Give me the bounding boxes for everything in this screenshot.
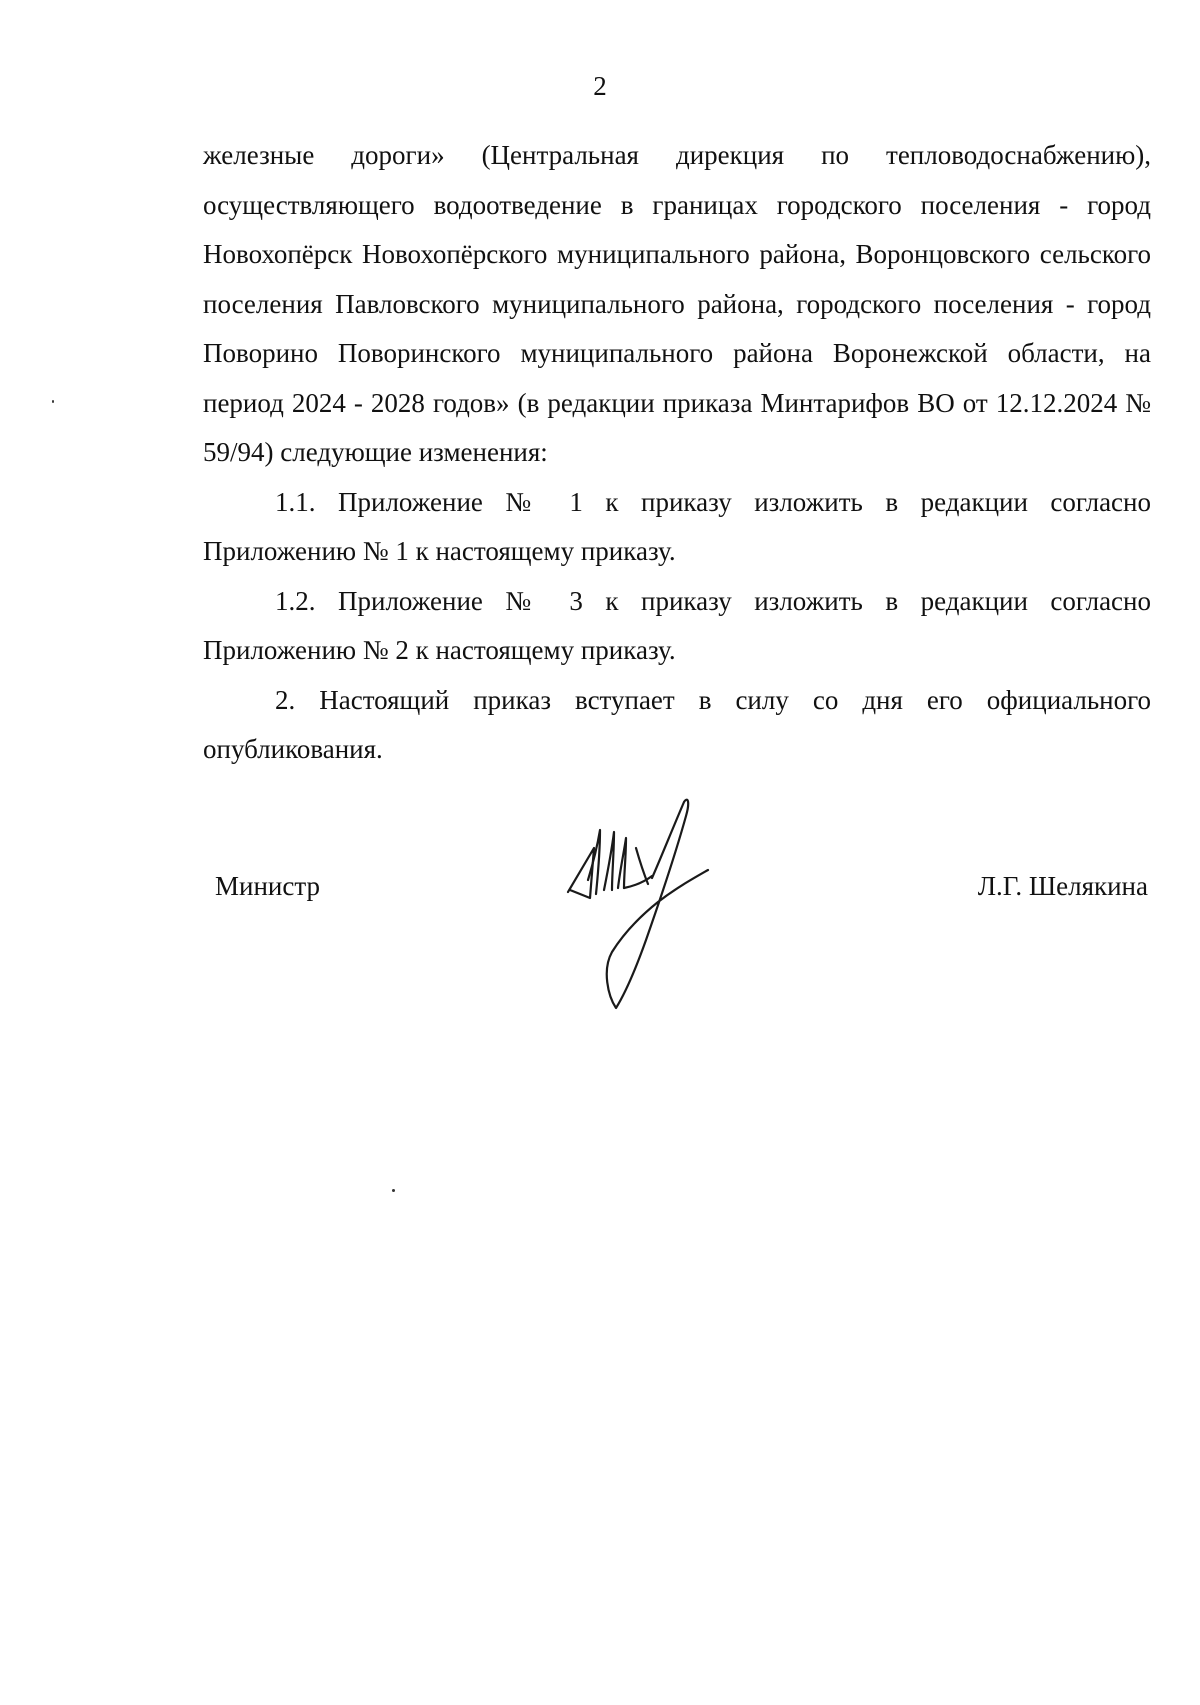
signer-name: Л.Г. Шелякина: [977, 871, 1148, 901]
handwritten-signature: [560, 790, 740, 1010]
document-body: [203, 131, 1151, 775]
page-number: 2: [593, 71, 607, 101]
scan-speck: [392, 1189, 395, 1192]
paragraph-changes-intro: железные дороги» (Центральная дирекция по тепловодоснабжению), осуществляющего водоотведение в границах городского поселения - город Новохопёрск Новохопёрского муниципального района, Воронцовского сельского поселения Павловского муниципального района, городского поселения - город Поворино Поворинского муниципального района Воронежской области, на период 2024 - 2028 годов» (в редакции приказа Минтарифов ВО от 12.12.2024 № 59/94) следующие изменения:: [203, 140, 1151, 467]
scan-speck: [52, 400, 54, 403]
paragraph-item-1-2: 1.2. Приложение № 3 к приказу изложить в редакции согласно Приложению № 2 к настоящему приказу.: [203, 585, 1151, 665]
paragraph-item-2: 2. Настоящий приказ вступает в силу со дня его официального опубликования.: [203, 684, 1151, 764]
signature-block: [0, 780, 1200, 1020]
signer-position: Министр: [215, 871, 320, 901]
paragraph-item-1-1: 1.1. Приложение № 1 к приказу изложить в редакции согласно Приложению № 1 к настоящему приказу.: [203, 486, 1151, 566]
